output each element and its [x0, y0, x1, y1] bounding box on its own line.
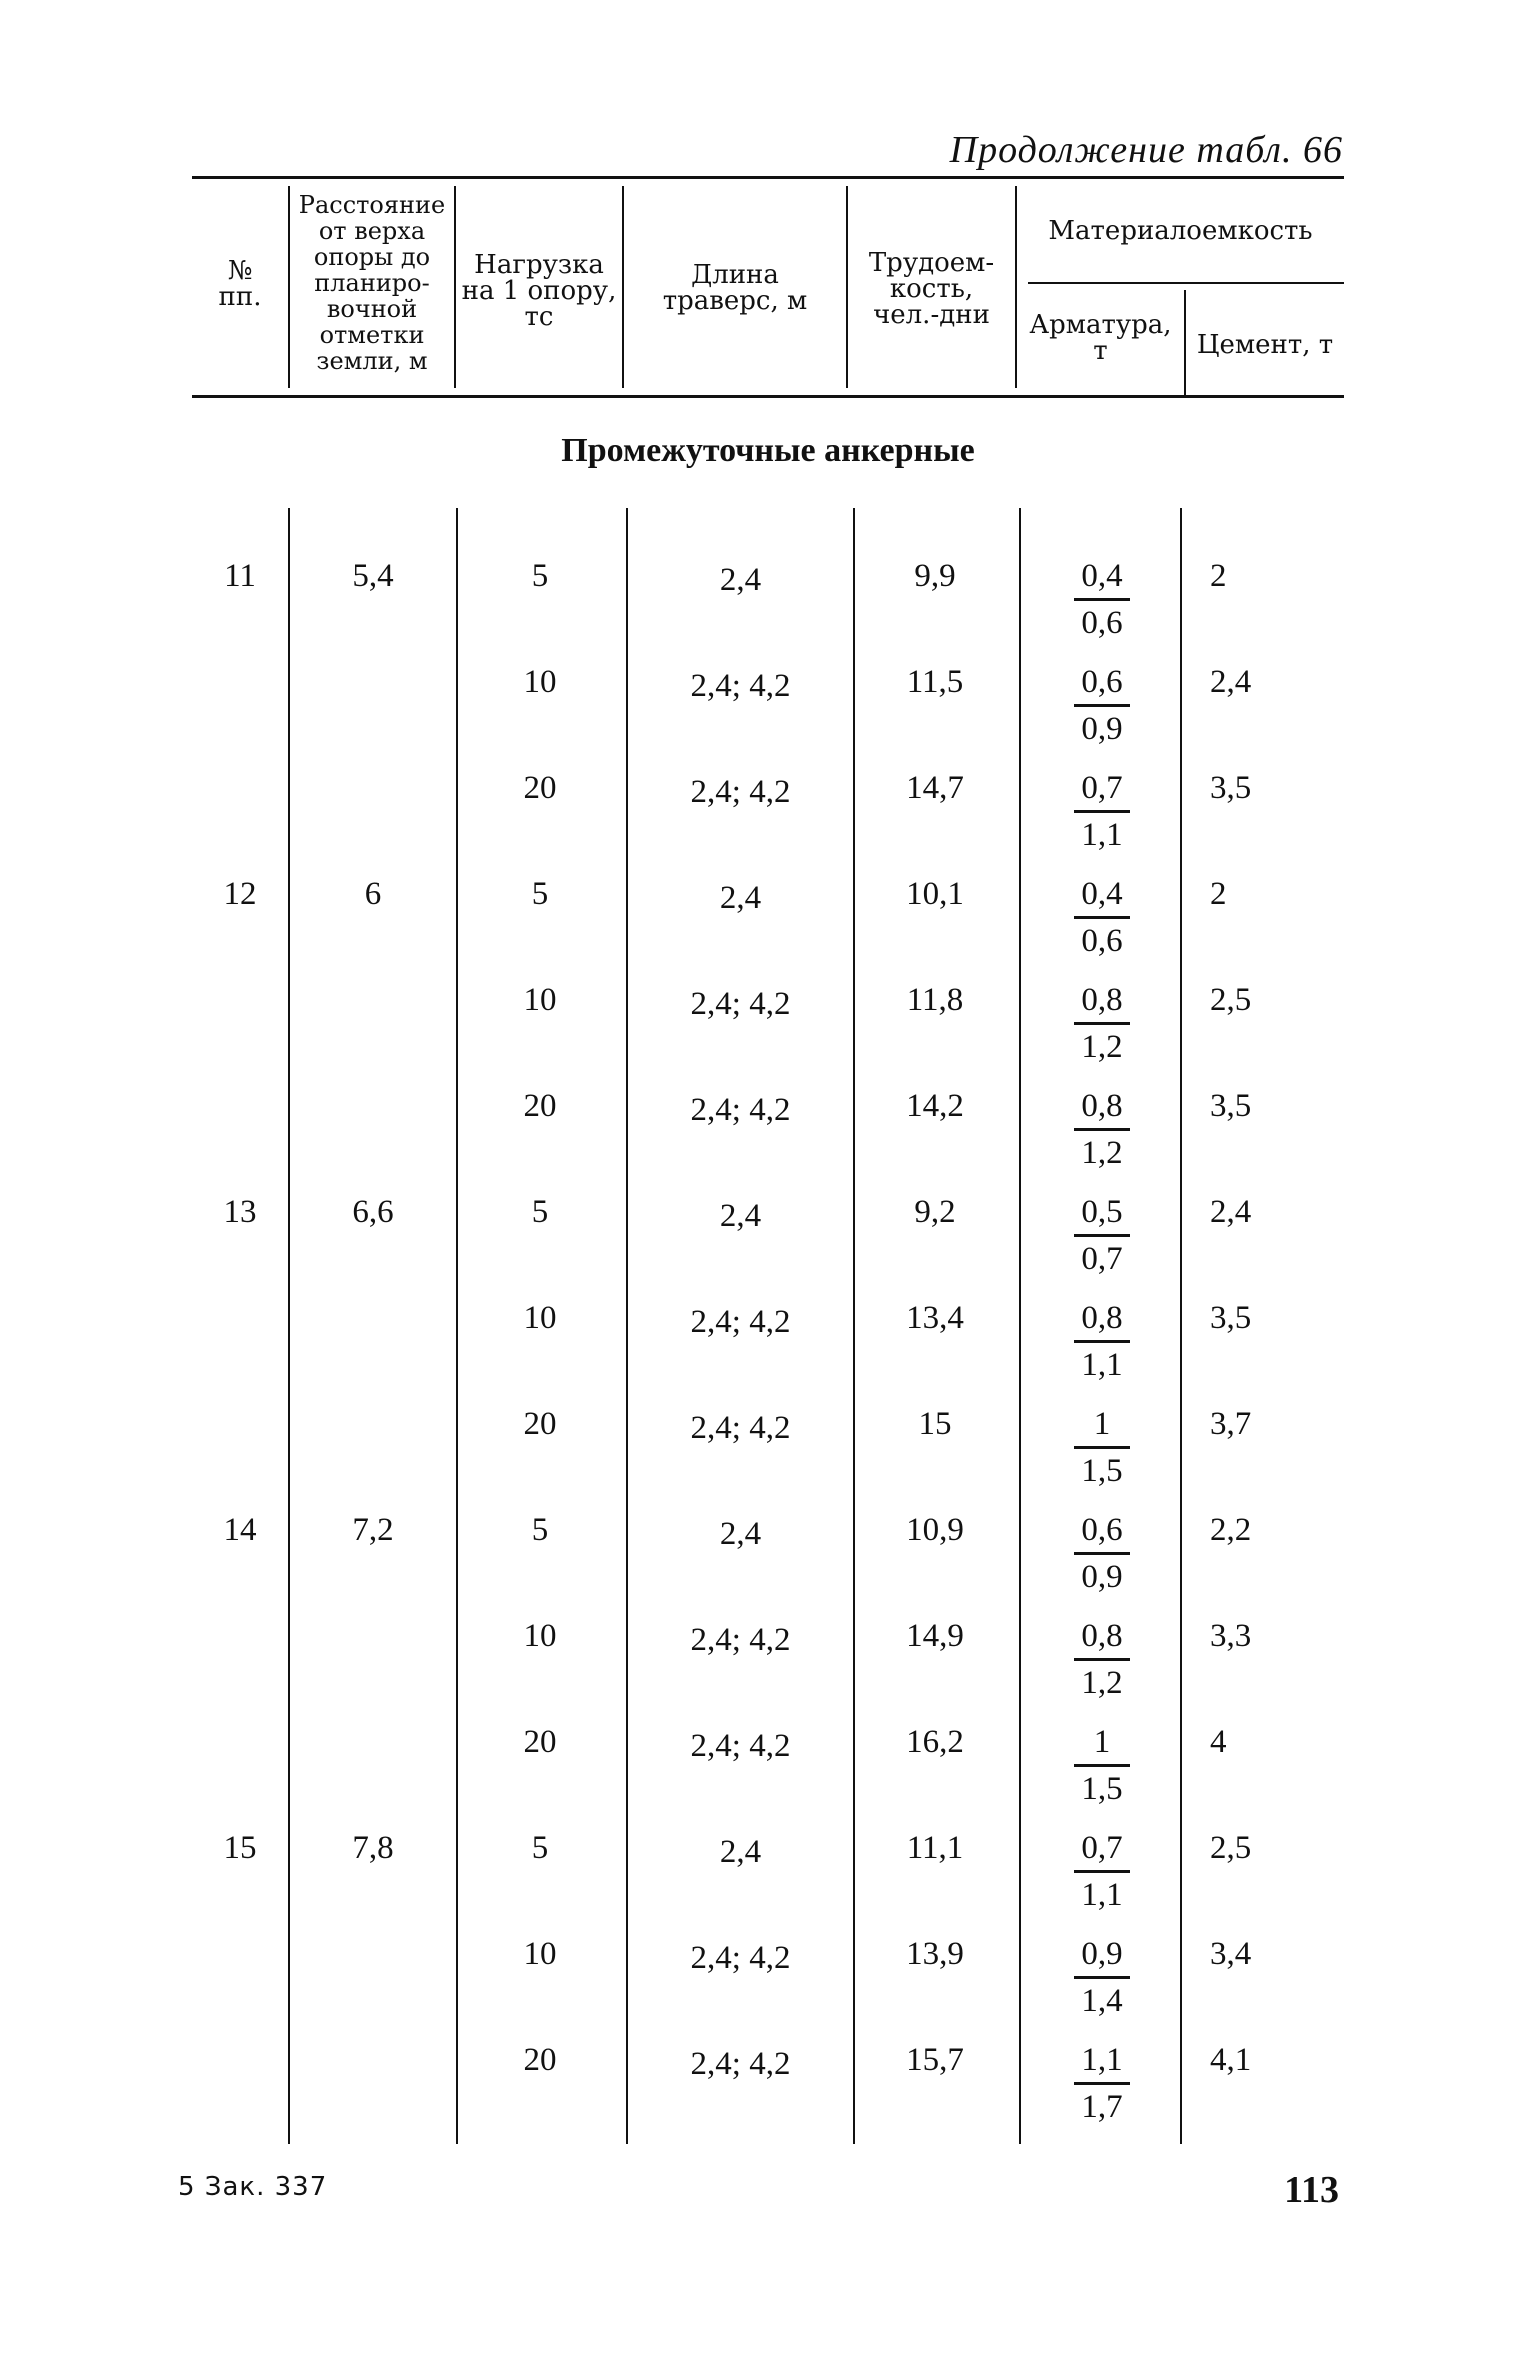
- row-number: 12: [223, 876, 257, 912]
- material-subheader-rule: [1028, 282, 1344, 284]
- load-value: 10: [523, 1618, 557, 1654]
- fraction-bar: [1074, 1340, 1130, 1343]
- armature-numerator: 0,8: [1081, 982, 1123, 1018]
- fraction-bar: [1074, 1976, 1130, 1979]
- labor-value: 14,9: [906, 1618, 964, 1654]
- length-value: 2,4; 4,2: [690, 1410, 791, 1446]
- labor-value: 13,9: [906, 1936, 964, 1972]
- armature-denominator: 0,7: [1081, 1241, 1123, 1277]
- fraction-bar: [1074, 1870, 1130, 1873]
- cement-value: 2,5: [1210, 982, 1252, 1018]
- labor-value: 11,1: [906, 1830, 964, 1866]
- cement-value: 3,5: [1210, 1088, 1252, 1124]
- armature-denominator: 0,6: [1081, 923, 1123, 959]
- body-divider-2: [456, 508, 458, 2144]
- armature-numerator: 0,6: [1081, 664, 1123, 700]
- row-number: 14: [223, 1512, 257, 1548]
- armature-fraction: [1047, 664, 1157, 747]
- header-labor: Трудоем- кость, чел.-дни: [868, 248, 995, 330]
- header-material: Материалоемкость: [1048, 216, 1313, 246]
- labor-value: 11,5: [906, 664, 964, 700]
- distance-value: 5,4: [352, 558, 394, 594]
- fraction-bar: [1074, 1234, 1130, 1237]
- fraction-bar: [1074, 916, 1130, 919]
- cement-value: 2,4: [1210, 1194, 1252, 1230]
- row-number: 15: [223, 1830, 257, 1866]
- armature-denominator: 0,9: [1081, 1559, 1123, 1595]
- armature-denominator: 1,5: [1081, 1771, 1123, 1807]
- armature-denominator: 1,1: [1081, 1877, 1123, 1913]
- armature-numerator: 0,6: [1081, 1512, 1123, 1548]
- length-value: 2,4: [719, 1834, 762, 1870]
- cement-value: 3,4: [1210, 1936, 1252, 1972]
- load-value: 5: [531, 876, 549, 912]
- armature-fraction: [1047, 1618, 1157, 1701]
- armature-denominator: 1,7: [1081, 2089, 1123, 2125]
- length-value: 2,4: [719, 1198, 762, 1234]
- header-bottom-rule: [192, 395, 1344, 398]
- continuation-title: Продолжение табл. 66: [949, 129, 1343, 171]
- length-value: 2,4; 4,2: [690, 1940, 791, 1976]
- fraction-bar: [1074, 2082, 1130, 2085]
- load-value: 20: [523, 1406, 557, 1442]
- cement-value: 2,4: [1210, 664, 1252, 700]
- armature-denominator: 0,6: [1081, 605, 1123, 641]
- armature-denominator: 1,4: [1081, 1983, 1123, 2019]
- labor-value: 15: [918, 1406, 952, 1442]
- cement-value: 3,7: [1210, 1406, 1252, 1442]
- armature-fraction: [1047, 1830, 1157, 1913]
- armature-denominator: 1,5: [1081, 1453, 1123, 1489]
- load-value: 20: [523, 2042, 557, 2078]
- length-value: 2,4; 4,2: [690, 1622, 791, 1658]
- labor-value: 13,4: [906, 1300, 964, 1336]
- armature-fraction: [1047, 1194, 1157, 1277]
- labor-value: 9,9: [914, 558, 956, 594]
- labor-value: 15,7: [906, 2042, 964, 2078]
- fraction-bar: [1074, 1022, 1130, 1025]
- load-value: 20: [523, 1724, 557, 1760]
- header-no: № пп.: [218, 256, 262, 312]
- length-value: 2,4; 4,2: [690, 1304, 791, 1340]
- load-value: 5: [531, 1830, 549, 1866]
- armature-fraction: [1047, 1936, 1157, 2019]
- fraction-bar: [1074, 704, 1130, 707]
- header-armature: Арматура, т: [1029, 310, 1172, 366]
- length-value: 2,4; 4,2: [690, 1092, 791, 1128]
- length-value: 2,4; 4,2: [690, 1728, 791, 1764]
- labor-value: 10,1: [906, 876, 964, 912]
- armature-fraction: [1047, 1512, 1157, 1595]
- armature-fraction: [1047, 558, 1157, 641]
- armature-numerator: 0,8: [1081, 1618, 1123, 1654]
- load-value: 5: [531, 558, 549, 594]
- armature-numerator: 0,9: [1081, 1936, 1123, 1972]
- length-value: 2,4: [719, 562, 762, 598]
- length-value: 2,4; 4,2: [690, 668, 791, 704]
- labor-value: 10,9: [906, 1512, 964, 1548]
- armature-numerator: 0,4: [1081, 558, 1123, 594]
- armature-numerator: 0,8: [1081, 1300, 1123, 1336]
- armature-denominator: 1,2: [1081, 1135, 1123, 1171]
- length-value: 2,4: [719, 880, 762, 916]
- labor-value: 14,7: [906, 770, 964, 806]
- load-value: 10: [523, 1936, 557, 1972]
- fraction-bar: [1074, 1658, 1130, 1661]
- top-rule: [192, 176, 1344, 179]
- armature-numerator: 1: [1093, 1724, 1111, 1760]
- load-value: 5: [531, 1512, 549, 1548]
- cement-value: 3,5: [1210, 770, 1252, 806]
- row-number: 13: [223, 1194, 257, 1230]
- fraction-bar: [1074, 1446, 1130, 1449]
- cement-value: 4: [1210, 1724, 1227, 1760]
- armature-numerator: 0,8: [1081, 1088, 1123, 1124]
- body-divider-6: [1180, 508, 1182, 2144]
- fraction-bar: [1074, 1552, 1130, 1555]
- row-number: 11: [224, 558, 256, 594]
- fraction-bar: [1074, 810, 1130, 813]
- armature-fraction: [1047, 1724, 1157, 1807]
- armature-fraction: [1047, 770, 1157, 853]
- labor-value: 9,2: [914, 1194, 956, 1230]
- armature-denominator: 1,2: [1081, 1665, 1123, 1701]
- armature-numerator: 1,1: [1081, 2042, 1123, 2078]
- cement-value: 2: [1210, 558, 1227, 594]
- fraction-bar: [1074, 598, 1130, 601]
- cement-value: 4,1: [1210, 2042, 1252, 2078]
- labor-value: 16,2: [906, 1724, 964, 1760]
- fraction-bar: [1074, 1764, 1130, 1767]
- labor-value: 11,8: [906, 982, 964, 1018]
- cement-value: 2,2: [1210, 1512, 1252, 1548]
- armature-fraction: [1047, 2042, 1157, 2125]
- page-number: 113: [1284, 2169, 1339, 2211]
- armature-denominator: 0,9: [1081, 711, 1123, 747]
- header-length: Длина траверс, м: [662, 260, 808, 316]
- cement-value: 2: [1210, 876, 1227, 912]
- distance-value: 7,2: [352, 1512, 394, 1548]
- armature-numerator: 0,7: [1081, 770, 1123, 806]
- header-cement: Цемент, т: [1196, 330, 1334, 360]
- labor-value: 14,2: [906, 1088, 964, 1124]
- load-value: 10: [523, 1300, 557, 1336]
- length-value: 2,4; 4,2: [690, 2046, 791, 2082]
- body-divider-4: [853, 508, 855, 2144]
- body-divider-5: [1019, 508, 1021, 2144]
- armature-fraction: [1047, 1088, 1157, 1171]
- armature-denominator: 1,1: [1081, 817, 1123, 853]
- load-value: 10: [523, 664, 557, 700]
- distance-value: 6: [364, 876, 382, 912]
- distance-value: 7,8: [352, 1830, 394, 1866]
- cement-value: 2,5: [1210, 1830, 1252, 1866]
- footer-order: 5 Зак. 337: [178, 2172, 328, 2202]
- cement-value: 3,5: [1210, 1300, 1252, 1336]
- length-value: 2,4; 4,2: [690, 774, 791, 810]
- load-value: 20: [523, 770, 557, 806]
- load-value: 5: [531, 1194, 549, 1230]
- armature-fraction: [1047, 1406, 1157, 1489]
- body-divider-1: [288, 508, 290, 2144]
- armature-numerator: 0,4: [1081, 876, 1123, 912]
- section-title: Промежуточные анкерные: [561, 432, 975, 469]
- armature-numerator: 0,5: [1081, 1194, 1123, 1230]
- load-value: 20: [523, 1088, 557, 1124]
- armature-numerator: 0,7: [1081, 1830, 1123, 1866]
- armature-denominator: 1,2: [1081, 1029, 1123, 1065]
- armature-denominator: 1,1: [1081, 1347, 1123, 1383]
- armature-fraction: [1047, 876, 1157, 959]
- armature-fraction: [1047, 1300, 1157, 1383]
- armature-fraction: [1047, 982, 1157, 1065]
- load-value: 10: [523, 982, 557, 1018]
- header-distance: Расстояние от верха опоры до планиро- вочной отметки земли, м: [298, 191, 446, 375]
- header-load: Нагрузка на 1 опору, тс: [461, 250, 617, 332]
- length-value: 2,4; 4,2: [690, 986, 791, 1022]
- fraction-bar: [1074, 1128, 1130, 1131]
- armature-numerator: 1: [1093, 1406, 1111, 1442]
- cement-value: 3,3: [1210, 1618, 1252, 1654]
- distance-value: 6,6: [352, 1194, 394, 1230]
- length-value: 2,4: [719, 1516, 762, 1552]
